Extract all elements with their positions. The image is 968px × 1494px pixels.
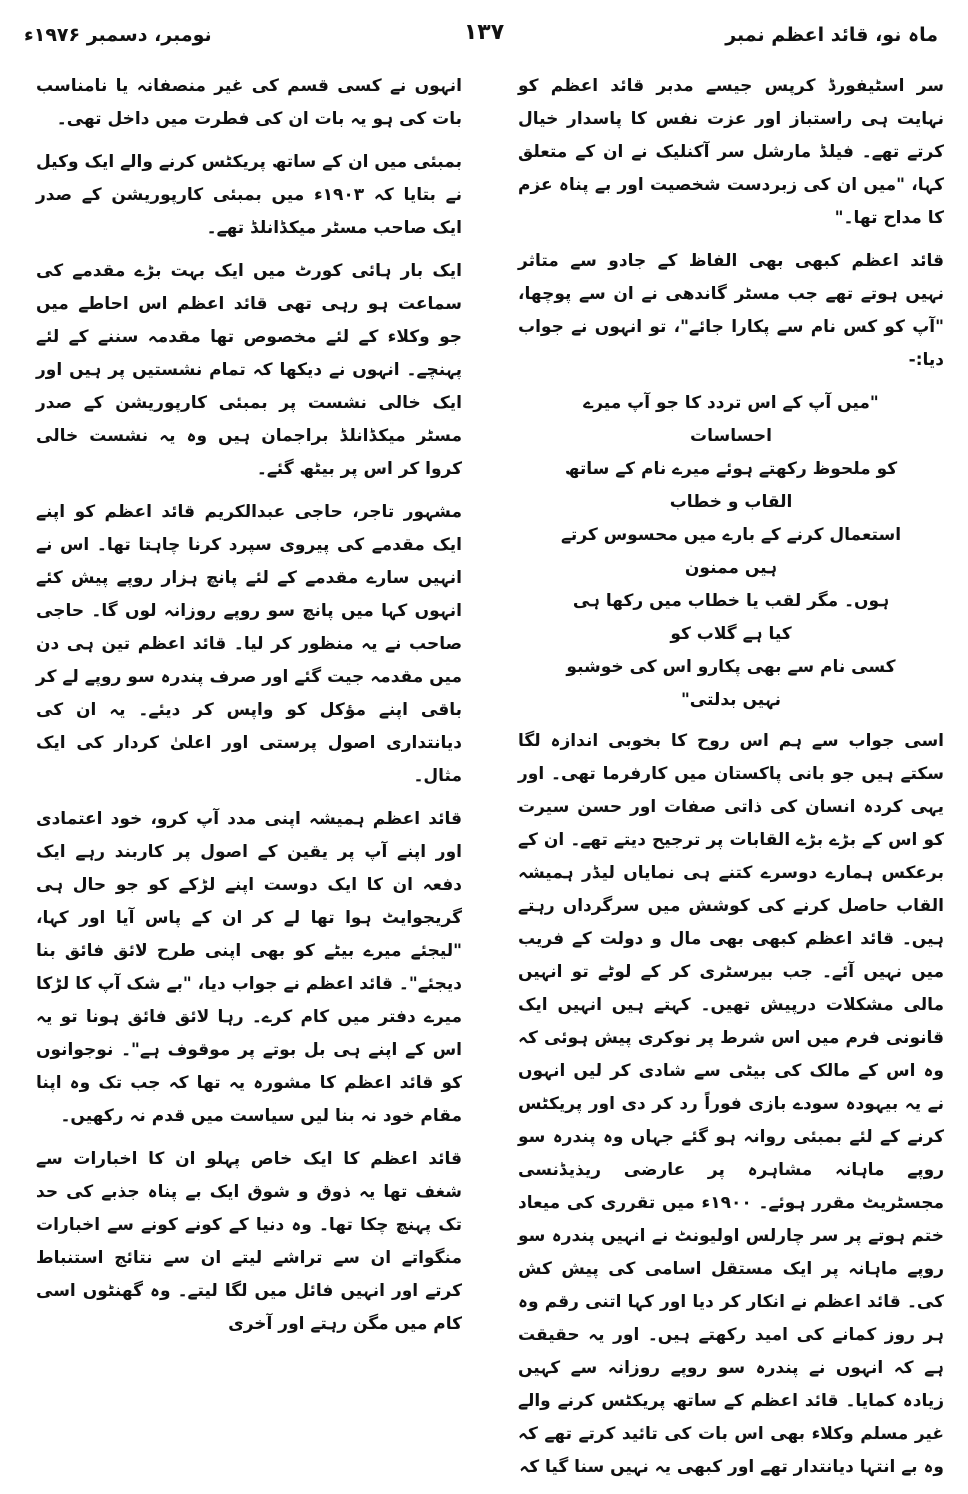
paragraph: بمبئی میں ان کے ساتھ پریکٹس کرنے والے ایک وکیل نے بتایا کہ ۱۹۰۳ء میں بمبئی کارپوریشن کے صدر ایک صاحب مسٹر میکڈانلڈ تھے۔	[36, 152, 462, 238]
verse-line: کسی نام سے بھی پکارو اس کی خوشبو نہیں بدلتی"	[566, 657, 896, 710]
page-number: ۱۳۷	[463, 20, 505, 45]
paragraph: سر اسٹیفورڈ کرپس جیسے مدبر قائد اعظم کو نہایت ہی راستباز اور عزت نفس کا پاسدار خیال کرتے تھے۔ فیلڈ مارشل سر آکنلیک نے ان کے متعلق کہا، "میں ان کی زبردست شخصیت اور بے پناہ عزم کا مداح تھا۔"	[518, 76, 944, 228]
issue-date: نومبر، دسمبر ۱۹۷۶ء	[24, 24, 212, 46]
paragraph: قائد اعظم کا ایک خاص پہلو ان کا اخبارات سے شغف تھا یہ ذوق و شوق ایک بے پناہ جذبے کی حد تک پہنچ چکا تھا۔ وہ دنیا کے کونے کونے سے اخبارات منگواتے ان سے تراشے لیتے ان سے نتائج استنباط کرتے اور انہیں فائل میں لگا لیتے۔ وہ گھنٹوں اسی کام میں مگن رہتے اور آخری	[36, 1149, 462, 1334]
paragraph: قائد اعظم کبھی بھی الفاظ کے جادو سے متاثر نہیں ہوتے تھے جب مسٹر گاندھی نے ان سے پوچھا، "آپ کو کس نام سے پکارا جائے"، تو انہوں نے جواب دیا:-	[518, 251, 944, 370]
paragraph: مشہور تاجر، حاجی عبدالکریم قائد اعظم کو اپنے ایک مقدمے کی پیروی سپرد کرنا چاہتا تھا۔ اس نے انہیں سارے مقدمے کے لئے پانچ ہزار روپے پیش کئے انہوں کہا میں پانچ سو روپے روزانہ لوں گا۔ حاجی صاحب نے یہ منظور کر لیا۔ قائد اعظم تین ہی دن میں مقدمہ جیت گئے اور صرف پندرہ سو روپے لے کر باقی اپنے مؤکل کو واپس کر دیئے۔ یہ ان کی دیانتداری اصول پرستی اور اعلیٰ کردار کی ایک مثال۔	[36, 502, 462, 786]
right-column	[518, 70, 944, 1494]
paragraph: انہوں نے کسی قسم کی غیر منصفانہ یا نامناسب بات کی ہو یہ بات ان کی فطرت میں داخل تھی۔	[36, 76, 462, 129]
left-column	[36, 70, 462, 1351]
journal-title: ماہ نو، قائد اعظم نمبر	[725, 24, 938, 46]
verse-line: استعمال کرنے کے بارے میں محسوس کرتے ہیں ممنون	[560, 525, 902, 578]
paragraph: ایک بار ہائی کورٹ میں ایک بہت بڑے مقدمے کی سماعت ہو رہی تھی قائد اعظم اس احاطے میں جو وکلاء کے لئے مخصوص تھا مقدمہ سننے کے لئے پہنچے۔ انہوں نے دیکھا کہ تمام نشستیں پر ہیں اور ایک خالی نشست پر بمبئی کارپوریشن کے صدر مسٹر میکڈانلڈ براجمان ہیں وہ یہ نشست خالی کروا کر اس پر بیٹھ گئے۔	[36, 261, 462, 479]
paragraph: قائد اعظم ہمیشہ اپنی مدد آپ کرو، خود اعتمادی اور اپنے آپ پر یقین کے اصول پر کاربند رہے ایک دفعہ ان کا ایک دوست اپنے لڑکے کو جو حال ہی گریجوایٹ ہوا تھا لے کر ان کے پاس آیا اور کہا، "لیجئے میرے بیٹے کو بھی اپنی طرح لائق فائق بنا دیجئے"۔ قائد اعظم نے جواب دیا، "بے شک آپ کا لڑکا میرے دفتر میں کام کرے۔ رہا لائق فائق ہونا تو یہ اس کے اپنے ہی بل بوتے پر موقوف ہے"۔ نوجوانوں کو قائد اعظم کا مشورہ یہ تھا کہ جب تک وہ اپنا مقام خود نہ بنا لیں سیاست میں قدم نہ رکھیں۔	[36, 809, 462, 1126]
paragraph: اسی جواب سے ہم اس روح کا بخوبی اندازہ لگا سکتے ہیں جو بانی پاکستان میں کارفرما تھی۔ اور یہی کردہ انسان کی ذاتی صفات اور حسن سیرت کو اس کے بڑے بڑے القابات پر ترجیح دیتے تھے۔ ان کے برعکس ہمارے دوسرے کتنے ہی نمایاں لیڈر ہمیشہ القاب حاصل کرنے کی کوشش میں سرگرداں رہتے ہیں۔ قائد اعظم کبھی بھی مال و دولت کے فریب میں نہیں آئے۔ جب بیرسٹری کر کے لوٹے تو انہیں مالی مشکلات درپیش تھیں۔ کہتے ہیں انہیں ایک قانونی فرم میں اس شرط پر نوکری پیش ہوئی کہ وہ اس کے مالک کی بیٹی سے شادی کر لیں انہوں نے یہ بیہودہ سودے بازی فوراً رد کر دی اور پریکٹس کرنے کے لئے بمبئی روانہ ہو گئے جہاں وہ پندرہ سو روپے ماہانہ مشاہرہ پر عارضی ریذیڈنسی مجسٹریٹ مقرر ہوئے۔ ۱۹۰۰ء میں تقرری کی میعاد ختم ہوتے پر سر چارلس اولیونٹ نے انہیں پندرہ سو روپے ماہانہ پر ایک مستقل اسامی کی پیش کش کی۔ قائد اعظم نے انکار کر دیا اور کہا اتنی رقم وہ ہر روز کمانے کی امید رکھتے ہیں۔ اور یہ حقیقت ہے کہ انہوں نے پندرہ سو روپے روزانہ سے کہیں زیادہ کمایا۔ قائد اعظم کے ساتھ پریکٹس کرنے والے غیر مسلم وکلاء بھی اس بات کی تائید کرتے تھے کہ وہ بے انتہا دیانتدار تھے اور کبھی یہ نہیں سنا گیا کہ	[518, 731, 944, 1477]
verse-line: کو ملحوظ رکھتے ہوئے میرے نام کے ساتھ القاب و خطاب	[564, 459, 898, 512]
quoted-verse	[560, 387, 902, 717]
verse-line: ہوں۔ مگر لقب یا خطاب میں رکھا ہی کیا ہے گلاب کو	[572, 591, 890, 644]
verse-line: "میں آپ کے اس تردد کا جو آپ میرے احساسات	[583, 393, 879, 446]
